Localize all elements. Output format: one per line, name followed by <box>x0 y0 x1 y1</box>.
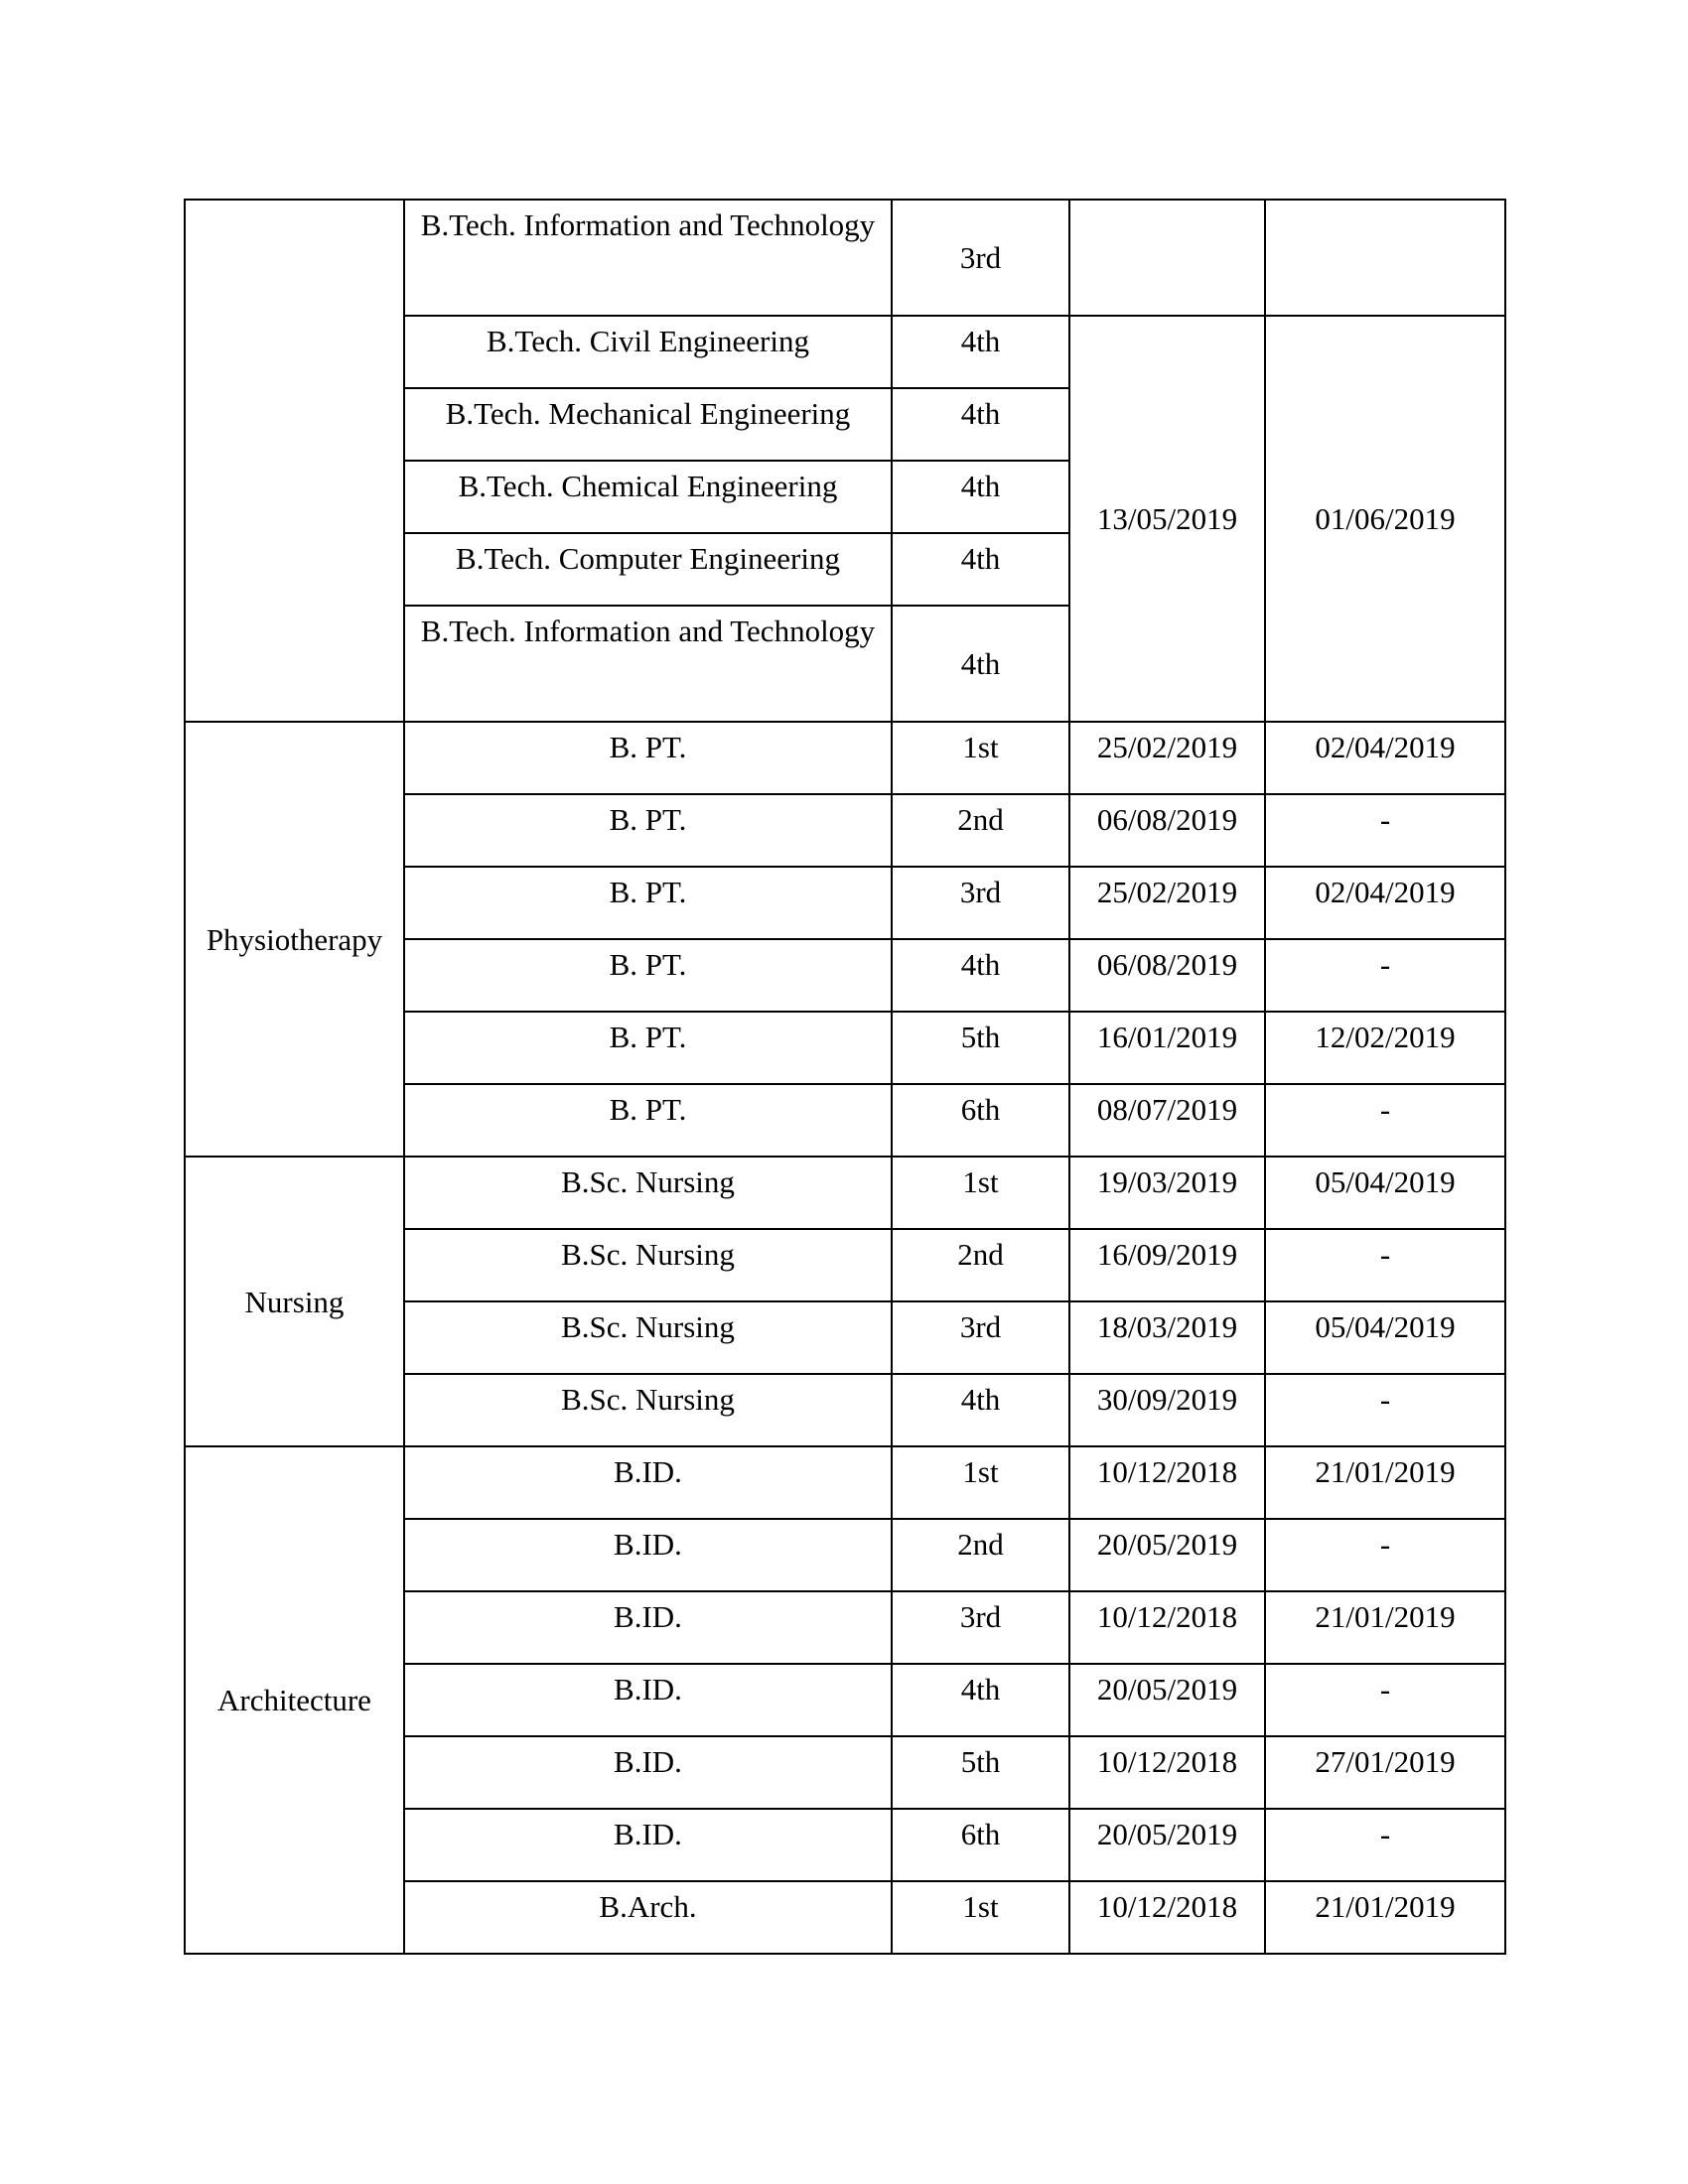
semester-cell: 5th <box>892 1012 1069 1084</box>
end-date-cell: 21/01/2019 <box>1265 1591 1505 1664</box>
start-date-cell: 20/05/2019 <box>1069 1664 1265 1736</box>
semester-cell: 6th <box>892 1084 1069 1157</box>
end-date-cell: - <box>1265 794 1505 867</box>
start-date-cell: 10/12/2018 <box>1069 1881 1265 1954</box>
semester-cell: 1st <box>892 1157 1069 1229</box>
start-date-cell: 19/03/2019 <box>1069 1157 1265 1229</box>
start-date-cell: 20/05/2019 <box>1069 1519 1265 1591</box>
department-cell: Nursing <box>185 1157 404 1446</box>
table-row <box>185 1157 1505 1229</box>
semester-cell: 2nd <box>892 1229 1069 1301</box>
end-date-cell: 27/01/2019 <box>1265 1736 1505 1809</box>
semester-cell: 6th <box>892 1809 1069 1881</box>
end-date-cell: 05/04/2019 <box>1265 1301 1505 1374</box>
end-date-cell: 21/01/2019 <box>1265 1446 1505 1519</box>
program-cell: B.Tech. Civil Engineering <box>404 316 892 388</box>
program-cell: B.ID. <box>404 1664 892 1736</box>
start-date-cell <box>1069 200 1265 316</box>
end-date-cell: - <box>1265 1809 1505 1881</box>
end-date-cell: 02/04/2019 <box>1265 722 1505 794</box>
end-date-cell: 12/02/2019 <box>1265 1012 1505 1084</box>
program-cell: B. PT. <box>404 939 892 1012</box>
start-date-cell: 25/02/2019 <box>1069 867 1265 939</box>
end-date-cell: - <box>1265 1664 1505 1736</box>
semester-cell: 4th <box>892 1374 1069 1446</box>
schedule-table-body <box>185 200 1505 1954</box>
semester-cell: 2nd <box>892 794 1069 867</box>
semester-cell: 4th <box>892 388 1069 461</box>
start-date-cell: 10/12/2018 <box>1069 1446 1265 1519</box>
program-cell: B. PT. <box>404 722 892 794</box>
end-date-cell: 21/01/2019 <box>1265 1881 1505 1954</box>
semester-cell: 4th <box>892 606 1069 722</box>
semester-cell: 4th <box>892 939 1069 1012</box>
exam-schedule-table <box>184 199 1506 1955</box>
program-cell: B.Arch. <box>404 1881 892 1954</box>
start-date-cell: 13/05/2019 <box>1069 316 1265 722</box>
end-date-cell: - <box>1265 939 1505 1012</box>
start-date-cell: 30/09/2019 <box>1069 1374 1265 1446</box>
start-date-cell: 06/08/2019 <box>1069 794 1265 867</box>
semester-cell: 3rd <box>892 200 1069 316</box>
start-date-cell: 08/07/2019 <box>1069 1084 1265 1157</box>
table-row <box>185 200 1505 316</box>
program-cell: B.Tech. Information and Technology <box>404 606 892 722</box>
end-date-cell <box>1265 200 1505 316</box>
program-cell: B.Tech. Chemical Engineering <box>404 461 892 533</box>
semester-cell: 1st <box>892 722 1069 794</box>
program-cell: B. PT. <box>404 794 892 867</box>
start-date-cell: 06/08/2019 <box>1069 939 1265 1012</box>
semester-cell: 1st <box>892 1881 1069 1954</box>
table-row <box>185 1446 1505 1519</box>
semester-cell: 2nd <box>892 1519 1069 1591</box>
table-row <box>185 722 1505 794</box>
semester-cell: 4th <box>892 1664 1069 1736</box>
program-cell: B.Sc. Nursing <box>404 1301 892 1374</box>
department-cell: Architecture <box>185 1446 404 1954</box>
program-cell: B.Tech. Computer Engineering <box>404 533 892 606</box>
start-date-cell: 10/12/2018 <box>1069 1736 1265 1809</box>
end-date-cell: - <box>1265 1374 1505 1446</box>
program-cell: B.Sc. Nursing <box>404 1374 892 1446</box>
program-cell: B. PT. <box>404 867 892 939</box>
program-cell: B.Tech. Mechanical Engineering <box>404 388 892 461</box>
end-date-cell: 02/04/2019 <box>1265 867 1505 939</box>
department-cell: Physiotherapy <box>185 722 404 1157</box>
program-cell: B. PT. <box>404 1012 892 1084</box>
start-date-cell: 16/01/2019 <box>1069 1012 1265 1084</box>
program-cell: B.Tech. Information and Technology <box>404 200 892 316</box>
end-date-cell: - <box>1265 1084 1505 1157</box>
semester-cell: 4th <box>892 461 1069 533</box>
program-cell: B.ID. <box>404 1736 892 1809</box>
semester-cell: 3rd <box>892 1301 1069 1374</box>
start-date-cell: 16/09/2019 <box>1069 1229 1265 1301</box>
end-date-cell: 05/04/2019 <box>1265 1157 1505 1229</box>
program-cell: B.ID. <box>404 1519 892 1591</box>
program-cell: B.Sc. Nursing <box>404 1157 892 1229</box>
start-date-cell: 25/02/2019 <box>1069 722 1265 794</box>
end-date-cell: - <box>1265 1519 1505 1591</box>
program-cell: B.ID. <box>404 1591 892 1664</box>
start-date-cell: 20/05/2019 <box>1069 1809 1265 1881</box>
semester-cell: 1st <box>892 1446 1069 1519</box>
start-date-cell: 10/12/2018 <box>1069 1591 1265 1664</box>
semester-cell: 5th <box>892 1736 1069 1809</box>
end-date-cell: - <box>1265 1229 1505 1301</box>
start-date-cell: 18/03/2019 <box>1069 1301 1265 1374</box>
program-cell: B.ID. <box>404 1809 892 1881</box>
department-cell-empty <box>185 200 404 722</box>
semester-cell: 4th <box>892 533 1069 606</box>
end-date-cell: 01/06/2019 <box>1265 316 1505 722</box>
program-cell: B. PT. <box>404 1084 892 1157</box>
semester-cell: 3rd <box>892 1591 1069 1664</box>
semester-cell: 4th <box>892 316 1069 388</box>
program-cell: B.Sc. Nursing <box>404 1229 892 1301</box>
semester-cell: 3rd <box>892 867 1069 939</box>
program-cell: B.ID. <box>404 1446 892 1519</box>
